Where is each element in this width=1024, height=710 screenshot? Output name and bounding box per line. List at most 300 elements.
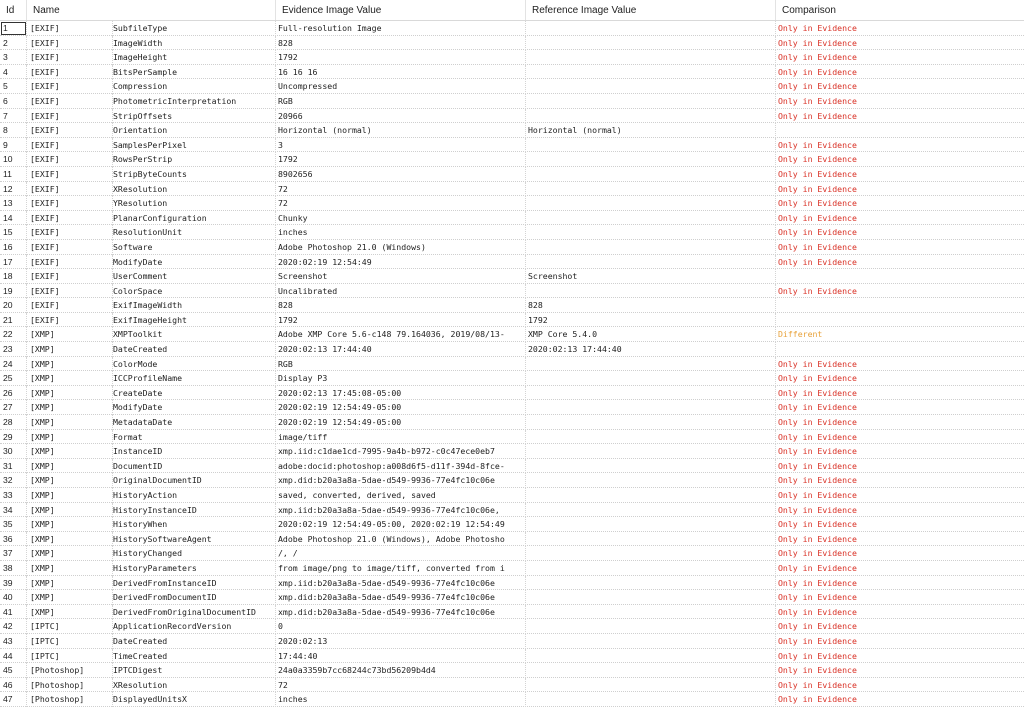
- row-group-cell: [EXIF]: [27, 123, 113, 138]
- row-id-cell: 13: [0, 196, 27, 211]
- table-row[interactable]: [0, 65, 1024, 80]
- row-reference-cell: [526, 692, 776, 707]
- row-name-cell: XMPToolkit: [113, 327, 276, 342]
- row-comparison-cell: Only in Evidence: [778, 475, 857, 486]
- row-group-cell: [XMP]: [27, 444, 113, 459]
- row-name-cell: ImageHeight: [113, 50, 276, 65]
- row-id-cell: 9: [0, 138, 27, 153]
- row-id-cell: 20: [0, 298, 27, 313]
- row-id-cell: 36: [0, 532, 27, 547]
- row-id-cell: 12: [0, 182, 27, 197]
- row-reference-cell: [526, 619, 776, 634]
- row-name-cell: HistorySoftwareAgent: [113, 532, 276, 547]
- row-name-cell: RowsPerStrip: [113, 152, 276, 167]
- row-id-cell: 21: [0, 313, 27, 328]
- row-name-cell: ApplicationRecordVersion: [113, 619, 276, 634]
- row-id-cell: 1: [0, 21, 27, 36]
- row-reference-cell: [526, 357, 776, 372]
- row-id-cell: 37: [0, 546, 27, 561]
- row-id-cell: 15: [0, 225, 27, 240]
- row-group-cell: [EXIF]: [27, 65, 113, 80]
- row-name-cell: DerivedFromDocumentID: [113, 590, 276, 605]
- row-comparison-cell: Only in Evidence: [778, 519, 857, 530]
- table-row[interactable]: [0, 430, 1024, 445]
- row-comparison-cell: [776, 123, 1024, 138]
- row-evidence-cell: 2020:02:19 12:54:49: [276, 255, 526, 270]
- row-id-cell: 35: [0, 517, 27, 532]
- row-group-cell: [XMP]: [27, 400, 113, 415]
- row-evidence-cell: 16 16 16: [276, 65, 526, 80]
- row-evidence-cell: inches: [276, 225, 526, 240]
- table-row[interactable]: [0, 371, 1024, 386]
- row-name-cell: HistoryAction: [113, 488, 276, 503]
- row-evidence-cell: Adobe Photoshop 21.0 (Windows): [276, 240, 526, 255]
- table-row[interactable]: [0, 182, 1024, 197]
- row-name-cell: SubfileType: [113, 21, 276, 36]
- row-evidence-cell: 2020:02:13 17:45:08-05:00: [276, 386, 526, 401]
- table-row[interactable]: [0, 590, 1024, 605]
- row-name-cell: DerivedFromInstanceID: [113, 576, 276, 591]
- row-name-cell: SamplesPerPixel: [113, 138, 276, 153]
- row-name-cell: BitsPerSample: [113, 65, 276, 80]
- row-id-cell: 47: [0, 692, 27, 707]
- row-comparison-cell: Only in Evidence: [778, 37, 857, 48]
- table-row[interactable]: [0, 649, 1024, 664]
- row-evidence-cell: Adobe Photoshop 21.0 (Windows), Adobe Photosho: [276, 532, 526, 547]
- row-name-cell: TimeCreated: [113, 649, 276, 664]
- table-row[interactable]: [0, 284, 1024, 299]
- table-row[interactable]: [0, 546, 1024, 561]
- row-reference-cell: [526, 21, 776, 36]
- table-row[interactable]: [0, 211, 1024, 226]
- row-evidence-cell: RGB: [276, 357, 526, 372]
- row-reference-cell: [526, 65, 776, 80]
- row-comparison-cell: Only in Evidence: [778, 635, 857, 646]
- row-comparison-cell: Only in Evidence: [778, 95, 857, 106]
- table-row[interactable]: [0, 225, 1024, 240]
- row-comparison-cell: Only in Evidence: [778, 694, 857, 705]
- row-group-cell: [IPTC]: [27, 634, 113, 649]
- row-comparison-cell: Only in Evidence: [778, 23, 857, 33]
- row-name-cell: YResolution: [113, 196, 276, 211]
- row-group-cell: [XMP]: [27, 327, 113, 342]
- table-row[interactable]: [0, 488, 1024, 503]
- row-id-cell: 2: [0, 36, 27, 51]
- row-comparison-cell: Only in Evidence: [778, 592, 857, 603]
- row-comparison-cell: Only in Evidence: [778, 679, 857, 690]
- row-name-cell: DerivedFromOriginalDocumentID: [113, 605, 276, 620]
- row-reference-cell: [526, 415, 776, 430]
- row-evidence-cell: 1792: [276, 313, 526, 328]
- column-header-reference[interactable]: Reference Image Value: [526, 0, 776, 20]
- row-reference-cell: [526, 546, 776, 561]
- row-comparison-cell: [776, 342, 1024, 357]
- table-row[interactable]: [0, 94, 1024, 109]
- row-evidence-cell: Display P3: [276, 371, 526, 386]
- row-evidence-cell: xmp.did:b20a3a8a-5dae-d549-9936-77e4fc10c06e: [276, 590, 526, 605]
- row-name-cell: PlanarConfiguration: [113, 211, 276, 226]
- row-evidence-cell: from image/png to image/tiff, converted from i: [276, 561, 526, 576]
- table-row[interactable]: [0, 109, 1024, 124]
- row-id-cell: 23: [0, 342, 27, 357]
- row-reference-cell: [526, 459, 776, 474]
- row-id-cell: 16: [0, 240, 27, 255]
- row-id-cell: 41: [0, 605, 27, 620]
- row-comparison-cell: Only in Evidence: [778, 402, 857, 413]
- row-id-cell: 11: [0, 167, 27, 182]
- row-comparison-cell: Only in Evidence: [778, 212, 857, 223]
- table-row[interactable]: [0, 342, 1024, 357]
- row-group-cell: [XMP]: [27, 576, 113, 591]
- row-name-cell: ExifImageWidth: [113, 298, 276, 313]
- row-name-cell: CreateDate: [113, 386, 276, 401]
- row-evidence-cell: 24a0a3359b7cc68244c73bd56209b4d4: [276, 663, 526, 678]
- row-name-cell: DisplayedUnitsX: [113, 692, 276, 707]
- row-evidence-cell: 2020:02:19 12:54:49-05:00, 2020:02:19 12:54:49: [276, 517, 526, 532]
- table-row[interactable]: [0, 50, 1024, 65]
- row-comparison-cell: Only in Evidence: [778, 52, 857, 63]
- row-group-cell: [EXIF]: [27, 298, 113, 313]
- row-group-cell: [EXIF]: [27, 94, 113, 109]
- row-evidence-cell: 2020:02:19 12:54:49-05:00: [276, 400, 526, 415]
- row-name-cell: HistoryInstanceID: [113, 503, 276, 518]
- row-reference-cell: [526, 240, 776, 255]
- row-group-cell: [XMP]: [27, 386, 113, 401]
- row-comparison-cell: Only in Evidence: [778, 577, 857, 588]
- table-row[interactable]: [0, 561, 1024, 576]
- row-name-cell: ColorMode: [113, 357, 276, 372]
- row-name-cell: XResolution: [113, 182, 276, 197]
- table-row[interactable]: [0, 79, 1024, 94]
- row-reference-cell: [526, 473, 776, 488]
- table-row[interactable]: [0, 678, 1024, 693]
- row-comparison-cell: [776, 298, 1024, 313]
- row-reference-cell: [526, 400, 776, 415]
- column-header-comparison[interactable]: Comparison: [782, 5, 836, 16]
- row-comparison-cell: [776, 269, 1024, 284]
- table-row[interactable]: [0, 444, 1024, 459]
- row-comparison-cell: Only in Evidence: [778, 256, 857, 267]
- row-comparison-cell: Different: [778, 329, 823, 340]
- row-evidence-cell: 2020:02:19 12:54:49-05:00: [276, 415, 526, 430]
- row-evidence-cell: 828: [276, 36, 526, 51]
- table-row[interactable]: [0, 152, 1024, 167]
- row-id-cell: 5: [0, 79, 27, 94]
- column-header-name[interactable]: Name: [27, 0, 276, 20]
- row-reference-cell: [526, 255, 776, 270]
- row-evidence-cell: 72: [276, 678, 526, 693]
- table-body: [0, 21, 1024, 707]
- table-row[interactable]: [0, 123, 1024, 138]
- row-name-cell: ExifImageHeight: [113, 313, 276, 328]
- row-group-cell: [XMP]: [27, 430, 113, 445]
- row-comparison-cell: Only in Evidence: [778, 168, 857, 179]
- row-comparison-cell: Only in Evidence: [778, 241, 857, 252]
- row-reference-cell: [526, 152, 776, 167]
- row-name-cell: HistoryParameters: [113, 561, 276, 576]
- row-reference-cell: Horizontal (normal): [526, 123, 776, 138]
- row-name-cell: StripByteCounts: [113, 167, 276, 182]
- table-row[interactable]: [0, 605, 1024, 620]
- row-name-cell: DocumentID: [113, 459, 276, 474]
- row-reference-cell: [526, 430, 776, 445]
- row-id-cell: 26: [0, 386, 27, 401]
- row-comparison-cell: Only in Evidence: [778, 387, 857, 398]
- row-reference-cell: [526, 649, 776, 664]
- table-row[interactable]: [0, 619, 1024, 634]
- row-group-cell: [XMP]: [27, 532, 113, 547]
- table-row[interactable]: [0, 532, 1024, 547]
- row-reference-cell: [526, 576, 776, 591]
- row-name-cell: ColorSpace: [113, 284, 276, 299]
- row-group-cell: [IPTC]: [27, 619, 113, 634]
- row-reference-cell: [526, 211, 776, 226]
- row-reference-cell: [526, 590, 776, 605]
- row-comparison-cell: Only in Evidence: [778, 621, 857, 632]
- row-id-cell: 40: [0, 590, 27, 605]
- row-reference-cell: [526, 167, 776, 182]
- table-row[interactable]: [0, 634, 1024, 649]
- row-reference-cell: [526, 196, 776, 211]
- row-group-cell: [EXIF]: [27, 152, 113, 167]
- row-reference-cell: 2020:02:13 17:44:40: [526, 342, 776, 357]
- row-group-cell: [EXIF]: [27, 196, 113, 211]
- row-id-cell: 10: [0, 152, 27, 167]
- row-evidence-cell: Adobe XMP Core 5.6-c148 79.164036, 2019/08/13-: [276, 327, 526, 342]
- row-reference-cell: [526, 663, 776, 678]
- row-comparison-cell: Only in Evidence: [778, 446, 857, 457]
- row-evidence-cell: xmp.did:b20a3a8a-5dae-d549-9936-77e4fc10c06e: [276, 473, 526, 488]
- table-row[interactable]: [0, 357, 1024, 372]
- row-group-cell: [Photoshop]: [27, 692, 113, 707]
- table-row[interactable]: [0, 327, 1024, 342]
- row-comparison-cell: Only in Evidence: [778, 460, 857, 471]
- row-comparison-cell: Only in Evidence: [778, 665, 857, 676]
- row-name-cell: Compression: [113, 79, 276, 94]
- row-reference-cell: [526, 634, 776, 649]
- row-evidence-cell: image/tiff: [276, 430, 526, 445]
- row-id-cell: 27: [0, 400, 27, 415]
- row-comparison-cell: Only in Evidence: [778, 110, 857, 121]
- row-id-cell: 31: [0, 459, 27, 474]
- row-name-cell: ModifyDate: [113, 255, 276, 270]
- row-reference-cell: [526, 503, 776, 518]
- row-group-cell: [EXIF]: [27, 36, 113, 51]
- row-comparison-cell: Only in Evidence: [778, 66, 857, 77]
- row-name-cell: MetadataDate: [113, 415, 276, 430]
- row-evidence-cell: 1792: [276, 50, 526, 65]
- row-group-cell: [XMP]: [27, 590, 113, 605]
- table-row[interactable]: [0, 473, 1024, 488]
- row-name-cell: InstanceID: [113, 444, 276, 459]
- row-name-cell: DateCreated: [113, 634, 276, 649]
- row-comparison-cell: Only in Evidence: [778, 139, 857, 150]
- row-group-cell: [EXIF]: [27, 313, 113, 328]
- table-row[interactable]: [0, 36, 1024, 51]
- row-name-cell: ImageWidth: [113, 36, 276, 51]
- row-reference-cell: [526, 36, 776, 51]
- row-reference-cell: [526, 444, 776, 459]
- row-name-cell: ResolutionUnit: [113, 225, 276, 240]
- row-id-cell: 44: [0, 649, 27, 664]
- row-name-cell: OriginalDocumentID: [113, 473, 276, 488]
- row-reference-cell: [526, 284, 776, 299]
- row-evidence-cell: xmp.iid:c1dae1cd-7995-9a4b-b972-c0c47ece0eb7: [276, 444, 526, 459]
- row-reference-cell: [526, 182, 776, 197]
- row-group-cell: [EXIF]: [27, 109, 113, 124]
- row-id-cell: 33: [0, 488, 27, 503]
- row-reference-cell: [526, 517, 776, 532]
- row-comparison-cell: Only in Evidence: [778, 198, 857, 209]
- row-id-cell: 3: [0, 50, 27, 65]
- row-reference-cell: [526, 488, 776, 503]
- row-id-cell: 32: [0, 473, 27, 488]
- row-comparison-cell: Only in Evidence: [778, 431, 857, 442]
- table-row[interactable]: [0, 692, 1024, 707]
- row-id-cell: 18: [0, 269, 27, 284]
- row-evidence-cell: adobe:docid:photoshop:a008d6f5-d11f-394d-8fce-: [276, 459, 526, 474]
- row-evidence-cell: saved, converted, derived, saved: [276, 488, 526, 503]
- row-evidence-cell: inches: [276, 692, 526, 707]
- row-group-cell: [XMP]: [27, 342, 113, 357]
- row-id-cell: 43: [0, 634, 27, 649]
- row-comparison-cell: Only in Evidence: [778, 373, 857, 384]
- row-reference-cell: [526, 532, 776, 547]
- row-comparison-cell: Only in Evidence: [778, 227, 857, 238]
- table-row[interactable]: [0, 269, 1024, 284]
- row-evidence-cell: Chunky: [276, 211, 526, 226]
- table-row[interactable]: [0, 663, 1024, 678]
- row-name-cell: HistoryChanged: [113, 546, 276, 561]
- table-row[interactable]: [0, 400, 1024, 415]
- row-group-cell: [XMP]: [27, 546, 113, 561]
- row-id-cell: 29: [0, 430, 27, 445]
- table-row[interactable]: [0, 21, 1024, 36]
- row-group-cell: [EXIF]: [27, 269, 113, 284]
- row-name-cell: XResolution: [113, 678, 276, 693]
- row-group-cell: [EXIF]: [27, 255, 113, 270]
- row-comparison-cell: Only in Evidence: [778, 81, 857, 92]
- row-id-cell: 42: [0, 619, 27, 634]
- table-row[interactable]: [0, 386, 1024, 401]
- row-reference-cell: 828: [526, 298, 776, 313]
- row-comparison-cell: Only in Evidence: [778, 417, 857, 428]
- row-id-cell: 38: [0, 561, 27, 576]
- row-comparison-cell: Only in Evidence: [778, 650, 857, 661]
- table-row[interactable]: [0, 167, 1024, 182]
- table-row[interactable]: [0, 459, 1024, 474]
- row-comparison-cell: Only in Evidence: [778, 533, 857, 544]
- row-comparison-cell: [776, 313, 1024, 328]
- row-evidence-cell: Screenshot: [276, 269, 526, 284]
- column-header-row: [0, 0, 1024, 21]
- row-evidence-cell: xmp.iid:b20a3a8a-5dae-d549-9936-77e4fc10c06e: [276, 576, 526, 591]
- row-reference-cell: [526, 50, 776, 65]
- row-reference-cell: XMP Core 5.4.0: [526, 327, 776, 342]
- row-name-cell: Format: [113, 430, 276, 445]
- row-name-cell: Software: [113, 240, 276, 255]
- row-reference-cell: [526, 109, 776, 124]
- row-evidence-cell: 2020:02:13 17:44:40: [276, 342, 526, 357]
- table-row[interactable]: [0, 138, 1024, 153]
- row-reference-cell: Screenshot: [526, 269, 776, 284]
- row-name-cell: HistoryWhen: [113, 517, 276, 532]
- row-id-cell: 46: [0, 678, 27, 693]
- row-reference-cell: [526, 678, 776, 693]
- row-group-cell: [EXIF]: [27, 225, 113, 240]
- row-group-cell: [EXIF]: [27, 21, 113, 36]
- table-row[interactable]: [0, 576, 1024, 591]
- row-reference-cell: 1792: [526, 313, 776, 328]
- row-group-cell: [XMP]: [27, 357, 113, 372]
- row-reference-cell: [526, 79, 776, 94]
- table-row[interactable]: [0, 517, 1024, 532]
- row-reference-cell: [526, 561, 776, 576]
- row-evidence-cell: 72: [276, 196, 526, 211]
- row-evidence-cell: 1792: [276, 152, 526, 167]
- row-id-cell: 39: [0, 576, 27, 591]
- row-comparison-cell: Only in Evidence: [778, 504, 857, 515]
- table-row[interactable]: [0, 503, 1024, 518]
- row-group-cell: [EXIF]: [27, 284, 113, 299]
- row-id-cell: 7: [0, 109, 27, 124]
- table-row[interactable]: [0, 255, 1024, 270]
- row-name-cell: IPTCDigest: [113, 663, 276, 678]
- row-group-cell: [EXIF]: [27, 50, 113, 65]
- row-evidence-cell: Uncompressed: [276, 79, 526, 94]
- row-comparison-cell: Only in Evidence: [778, 490, 857, 500]
- row-group-cell: [XMP]: [27, 371, 113, 386]
- row-id-cell: 25: [0, 371, 27, 386]
- row-id-cell: 6: [0, 94, 27, 109]
- row-comparison-cell: Only in Evidence: [778, 154, 857, 165]
- column-header-id[interactable]: Id: [0, 0, 27, 20]
- row-evidence-cell: Uncalibrated: [276, 284, 526, 299]
- row-comparison-cell: Only in Evidence: [778, 562, 857, 573]
- table-row[interactable]: [0, 415, 1024, 430]
- row-group-cell: [EXIF]: [27, 182, 113, 197]
- table-row[interactable]: [0, 298, 1024, 313]
- row-group-cell: [XMP]: [27, 473, 113, 488]
- row-id-cell: 24: [0, 357, 27, 372]
- row-reference-cell: [526, 94, 776, 109]
- row-group-cell: [EXIF]: [27, 211, 113, 226]
- row-evidence-cell: 2020:02:13: [276, 634, 526, 649]
- row-id-cell: 14: [0, 211, 27, 226]
- table-row[interactable]: [0, 313, 1024, 328]
- row-group-cell: [EXIF]: [27, 240, 113, 255]
- row-group-cell: [Photoshop]: [27, 678, 113, 693]
- row-evidence-cell: 0: [276, 619, 526, 634]
- row-evidence-cell: 17:44:40: [276, 649, 526, 664]
- row-id-cell: 28: [0, 415, 27, 430]
- row-evidence-cell: /, /: [276, 546, 526, 561]
- row-id-cell: 4: [0, 65, 27, 80]
- row-evidence-cell: Horizontal (normal): [276, 123, 526, 138]
- row-evidence-cell: 8902656: [276, 167, 526, 182]
- row-group-cell: [XMP]: [27, 459, 113, 474]
- table-row[interactable]: [0, 196, 1024, 211]
- row-evidence-cell: 20966: [276, 109, 526, 124]
- row-evidence-cell: Full-resolution Image: [276, 21, 526, 36]
- row-group-cell: [Photoshop]: [27, 663, 113, 678]
- row-id-cell: 8: [0, 123, 27, 138]
- row-group-cell: [EXIF]: [27, 79, 113, 94]
- column-header-evidence[interactable]: Evidence Image Value: [276, 0, 526, 20]
- row-group-cell: [IPTC]: [27, 649, 113, 664]
- table-row[interactable]: [0, 240, 1024, 255]
- row-id-cell: 30: [0, 444, 27, 459]
